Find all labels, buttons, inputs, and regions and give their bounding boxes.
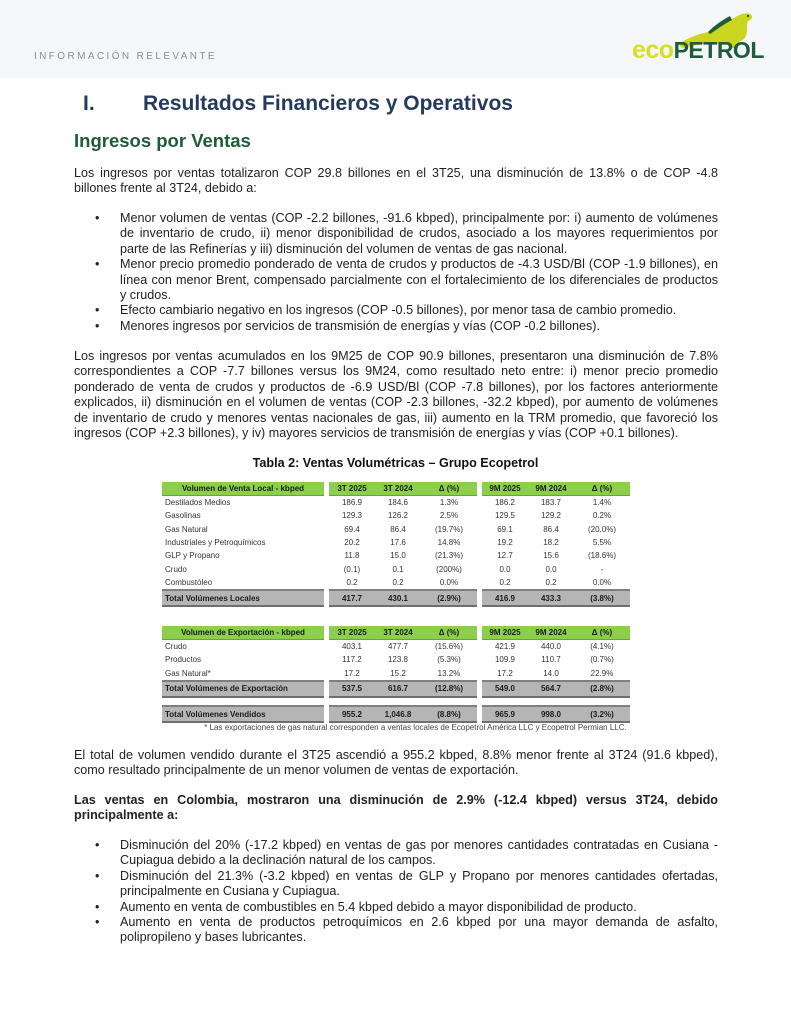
table-footnote: * Las exportaciones de gas natural corresponden a ventas locales de Ecopetrol América LLC y Ecopetrol Permian LLC. (204, 723, 627, 732)
grand-total-table (162, 705, 630, 723)
row-label: Crudo (165, 564, 187, 574)
cell-value: 123.8 (387, 655, 409, 665)
cell-value: (19.7%) (434, 524, 463, 534)
cell-value: 12.7 (497, 551, 513, 561)
cell-value: 184.6 (387, 498, 409, 508)
cell-value: 129.5 (494, 511, 516, 521)
cell-value: 18.2 (543, 538, 559, 548)
cell-value: 109.9 (494, 655, 516, 665)
cell-value: 110.7 (541, 655, 561, 665)
cell-value: 183.7 (540, 498, 562, 508)
table-row (162, 536, 630, 549)
table-title: Tabla 2: Ventas Volumétricas – Grupo Ecopetrol (252, 456, 539, 470)
cell-value: 17.2 (497, 668, 513, 678)
paragraph-total-volume: El total de volumen vendido durante el 3T25 ascendió a 955.2 kbped, 8.8% menor frente al 3T24 (91.6 kbped), como resultado principalmente de un menor volumen de ventas de exportación. (74, 748, 718, 778)
row-label: GLP y Propano (165, 551, 220, 561)
cell-value: 477.7 (387, 642, 409, 652)
row-label: Productos (165, 655, 202, 665)
table-row (162, 576, 630, 589)
cell-value: 0.2 (392, 577, 404, 587)
cell-value: 20.2 (344, 538, 360, 548)
table-header-row: Volumen de Exportación - kbped 3T 2025 3T 2024 Δ (%) 9M 2025 9M 2024 Δ (%) (162, 626, 630, 640)
list-item: • Menor volumen de ventas (COP -2.2 billones, -91.6 kbped), principalmente por: i) aumento de volúmenes de inventario de crudo, ii) menor disponibilidad de crudos, asociado a los mayores requerimientos por parte de las Refinerías y iii) disminución del volumen de ventas de gas nacional. (95, 211, 718, 256)
cell-value: - (600, 564, 604, 574)
paragraph-revenue-3t25: Los ingresos por ventas totalizaron COP 29.8 billones en el 3T25, una disminución de 13.8% o de COP -4.8 billones frente al 3T24, debido a: (74, 166, 718, 196)
ecopetrol-logo (628, 10, 778, 68)
grand-total-row: Total Volúmenes Vendidos 955.2 1,046.8 (8.8%) 965.9 998.0 (3.2%) (162, 705, 630, 723)
cell-value: 403.1 (341, 642, 363, 652)
cell-value: 0.2 (545, 577, 557, 587)
colombia-factors-list (74, 838, 718, 946)
table-row (162, 496, 630, 509)
cell-value: (200%) (436, 564, 462, 574)
cell-value: (21.3%) (434, 551, 463, 561)
table-row (162, 667, 630, 680)
cell-value: 0.0% (439, 577, 459, 587)
row-label: Gasolinas (165, 511, 201, 521)
cell-value: (20.0%) (587, 524, 616, 534)
cell-value: (4.1%) (590, 642, 614, 652)
table-row (162, 562, 630, 575)
local-sales-table (162, 482, 630, 607)
cell-value: (18.6%) (587, 551, 616, 561)
cell-value: 1.4% (592, 498, 612, 508)
export-sales-table (162, 626, 630, 698)
cell-value: 86.4 (390, 524, 406, 534)
cell-value: 129.2 (540, 511, 562, 521)
cell-value: 86.4 (543, 524, 559, 534)
cell-value: 11.8 (344, 551, 360, 561)
cell-value: 421.9 (494, 642, 516, 652)
cell-value: 440.0 (540, 642, 562, 652)
row-label: Industriales y Petroquímicos (165, 538, 266, 548)
row-label: Crudo (165, 642, 187, 652)
cell-value: 19.2 (497, 538, 513, 548)
table-header-row: Volumen de Venta Local - kbped 3T 2025 3T 2024 Δ (%) 9M 2025 9M 2024 Δ (%) (162, 482, 630, 496)
row-label: Gas Natural* (165, 668, 211, 678)
bullet-icon: • (95, 899, 100, 914)
cell-value: 129.3 (341, 511, 363, 521)
cell-value: 15.6 (543, 551, 559, 561)
table-row (162, 523, 630, 536)
bullet-icon: • (95, 838, 100, 852)
section-number: I. (83, 92, 95, 115)
cell-value: 0.0% (592, 577, 612, 587)
table-row (162, 653, 630, 666)
list-item: • Disminución del 21.3% (-3.2 kbped) en ventas de GLP y Propano por menores cantidades ofertadas, principalmente en Cusiana y Cupiagua. (95, 868, 718, 899)
page-header (0, 0, 791, 78)
cell-value: 15.2 (390, 668, 406, 678)
cell-value: (0.7%) (590, 655, 614, 665)
cell-value: 0.0 (545, 564, 557, 574)
cell-value: (5.3%) (437, 655, 461, 665)
section-title: Resultados Financieros y Operativos (143, 92, 513, 115)
cell-value: 117.2 (342, 655, 362, 665)
paragraph-colombia-sales: Las ventas en Colombia, mostraron una disminución de 2.9% (-12.4 kbped) versus 3T24, debido principalmente a: (74, 793, 718, 823)
cell-value: 1.3% (439, 498, 459, 508)
cell-value: 69.4 (344, 524, 360, 534)
cell-value: 69.1 (497, 524, 513, 534)
bullet-icon: • (95, 868, 100, 883)
row-label: Combustóleo (165, 577, 213, 587)
table-row (162, 509, 630, 522)
cell-value: 14.0 (543, 668, 559, 678)
paragraph-revenue-9m25: Los ingresos por ventas acumulados en los 9M25 de COP 90.9 billones, presentaron una disminución de 7.8% correspondientes a COP -7.7 billones versus los 9M24, como resultado neto entre: i) menor precio promedio ponderado de venta de crudos y productos de -6.9 USD/Bl (COP -7.8 billones), por los factores anteriormente explicados, ii) disminución en el volumen de ventas (COP -2.3 billones, -32.2 kbped), por aumento de volúmenes de inventario de crudo y menores ventas nacionales de gas, iii) aumento en la TRM promedio, que favoreció los ingresos (COP +2.3 billones), y iv) mayores servicios de transmisión de energías y vías (COP +0.1 billones). (74, 349, 718, 441)
section-heading (83, 92, 513, 116)
table-row (162, 640, 630, 653)
cell-value: (15.6%) (434, 642, 463, 652)
bullet-icon: • (95, 915, 100, 930)
cell-value: 17.6 (390, 538, 406, 548)
list-item: • Aumento en venta de productos petroquímicos en 2.6 kbped por una mayor demanda de asfalto, polipropileno y bases lubricantes. (95, 915, 718, 945)
cell-value: 186.2 (494, 498, 516, 508)
list-item: • Disminución del 20% (-17.2 kbped) en ventas de gas por menores cantidades contratadas en Cusiana - Cupiagua debido a la declinación natural de los campos. (95, 838, 718, 868)
cell-value: 17.2 (344, 668, 360, 678)
bullet-icon: • (95, 318, 100, 333)
subsection-heading: Ingresos por Ventas (74, 130, 251, 151)
table-total-row: Total Volúmenes Locales 417.7 430.1 (2.9%) 416.9 433.3 (3.8%) (162, 589, 630, 607)
cell-value: 126.2 (387, 511, 409, 521)
list-item: • Aumento en venta de combustibles en 5.4 kbped debido a mayor disponibilidad de producto. (95, 899, 637, 914)
cell-value: 0.2% (592, 511, 612, 521)
cell-value: 186.9 (341, 498, 363, 508)
bullet-icon: • (95, 257, 100, 272)
cell-value: 0.2 (346, 577, 358, 587)
revenue-factors-list (74, 211, 718, 334)
row-label: Gas Natural (165, 524, 208, 534)
cell-value: 14.8% (437, 538, 461, 548)
cell-value: 2.5% (439, 511, 459, 521)
cell-value: 0.1 (392, 564, 404, 574)
header-label: INFORMACIÓN RELEVANTE (34, 51, 218, 62)
logo-wordmark: ecoPETROL (632, 36, 764, 64)
cell-value: 13.2% (437, 668, 461, 678)
table-total-row: Total Volúmenes de Exportación 537.5 616.7 (12.8%) 549.0 564.7 (2.8%) (162, 680, 630, 698)
list-item: • Menor precio promedio ponderado de venta de crudos y productos de -4.3 USD/Bl (COP -1.9 billones), en línea con menor Brent, compensado parcialmente con el fortalecimiento de los diferenciales de productos y crudos. (95, 257, 718, 303)
cell-value: 0.0 (499, 564, 511, 574)
bullet-icon: • (95, 211, 100, 225)
bullet-icon: • (95, 303, 100, 318)
list-item: • Menores ingresos por servicios de transmisión de energías y vías (COP -0.2 billones). (95, 318, 600, 333)
row-label: Destilados Medios (165, 498, 231, 508)
cell-value: 15.0 (390, 551, 406, 561)
cell-value: 22.9% (590, 668, 614, 678)
cell-value: 5.5% (592, 538, 612, 548)
cell-value: 0.2 (499, 577, 511, 587)
cell-value: (0.1) (343, 564, 361, 574)
table-row (162, 549, 630, 562)
list-item: • Efecto cambiario negativo en los ingresos (COP -0.5 billones), por menor tasa de cambio promedio. (95, 303, 677, 318)
